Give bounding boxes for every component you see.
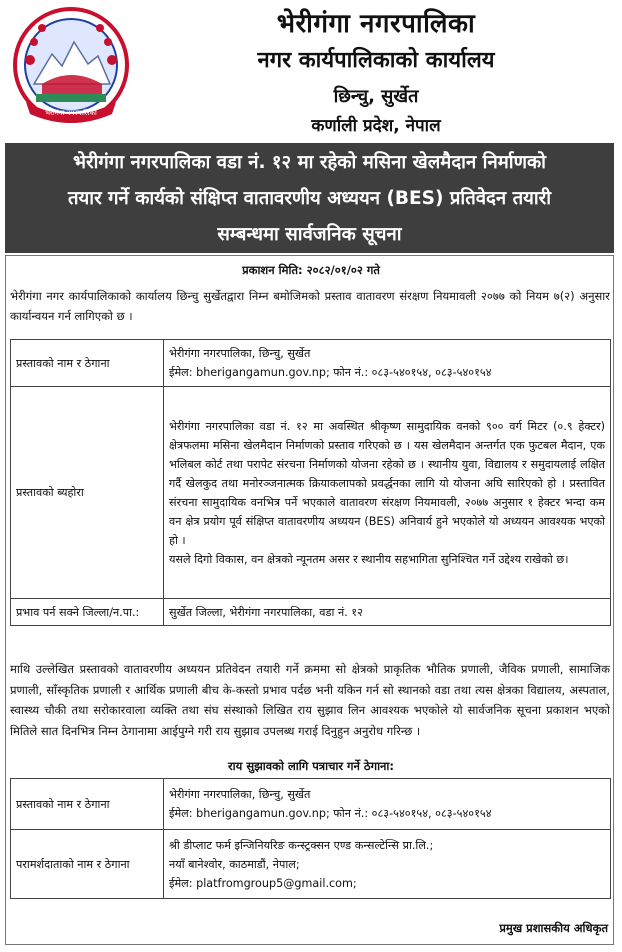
proposal-description-label: प्रस्तावको ब्यहोरा xyxy=(11,387,164,599)
office-name: नगर कार्यपालिकाको कार्यालय xyxy=(257,48,495,73)
table-row xyxy=(11,340,611,387)
proposal-contact-line: ईमेल: bherigangamun.gov.np; फोन नं.: ०८३-५४०१५४, ०८३-५४०१५४ xyxy=(169,366,492,379)
contact-table xyxy=(10,778,611,899)
svg-text:भेरीगंगा नगरपालिका: भेरीगंगा नगरपालिका xyxy=(45,109,97,117)
intro-paragraph: भेरीगंगा नगर कार्यपालिकाको कार्यालय छिन्चु सुर्खेतद्वारा निम्न बमोजिमको प्रस्ताव वातावरण संरक्षण नियमावली २०७७ को नियम ७(२) अनुसार कार्यान्वयन गर्न लागिएको छ । xyxy=(10,289,610,323)
address-line-1: छिन्चु, सुर्खेत xyxy=(333,86,419,107)
consultant-email-line: ईमेल: platfromgroup5@gmail.com; xyxy=(169,876,357,890)
municipality-emblem-icon xyxy=(12,6,130,124)
table-row xyxy=(11,387,611,599)
org-name: भेरीगंगा नगरपालिका xyxy=(276,9,476,39)
proposal-name-label: प्रस्तावको नाम र ठेगाना xyxy=(11,340,164,387)
table-row xyxy=(11,830,611,899)
address-line-2: कर्णाली प्रदेश, नेपाल xyxy=(311,116,441,136)
notice-title-banner xyxy=(5,143,614,253)
table-row xyxy=(11,779,611,830)
notice-title-line-2: तयार गर्ने कार्यको संक्षिप्त वातावरणीय अध्ययन (BES) प्रतिवेदन तयारी xyxy=(68,188,551,209)
signature-title: प्रमुख प्रशासकीय अधिकृत xyxy=(499,921,608,935)
proposal-name-line: भेरीगंगा नगरपालिका, छिन्चु, सुर्खेत xyxy=(169,347,311,360)
consultant-name-line: श्री डीप्लाट फर्म इन्जिनियरिङ कन्स्ट्रक्सन एण्ड कन्सल्टेन्सि प्रा.लि.; xyxy=(169,838,434,852)
proposal-name-value xyxy=(164,340,611,387)
closing-paragraph: माथि उल्लेखित प्रस्तावको वातावरणीय अध्ययन प्रतिवेदन तयारी गर्ने क्रममा सो क्षेत्रको प्राकृतिक भौतिक प्रणाली, जैविक प्रणाली, सामाजिक प्रणाली, साँस्कृतिक प्रणाली र आर्थिक प्रणाली बीच के-कस्तो प्रभाव पर्दछ भनी यकिन गर्न सो स्थानको वडा तथा त्यस क्षेत्रका विद्यालय, अस्पताल, स्वास्थ्य चौकी तथा सरोकारवाला व्यक्ति तथा संघ संस्थाको लिखित राय सुझाव लिन आवश्यक भएकोले यो सार्वजनिक सूचना प्रकाशन भएको मितिले सात दिनभित्र निम्न ठेगानामा आईपुग्ने गरी राय सुझाव उपलब्ध गराई दिनुहुन अनुरोध गरिन्छ । xyxy=(10,662,610,738)
contact-heading: राय सुझावको लागि पत्राचार गर्ने ठेगाना: xyxy=(227,759,395,773)
contact-proposal-label: प्रस्तावको नाम र ठेगाना xyxy=(11,779,164,830)
consultant-label: परामर्शदाताको नाम र ठेगाना xyxy=(11,830,164,899)
consultant-address-line: नयाँ बानेश्वोर, काठमाडौं, नेपाल; xyxy=(169,857,300,871)
proposal-table xyxy=(10,339,611,626)
contact-proposal-name-line: भेरीगंगा नगरपालिका, छिन्चु, सुर्खेत xyxy=(169,788,311,801)
contact-proposal-contact-line: ईमेल: bherigangamun.gov.np; फोन नं.: ०८३-५४०१५४, ०८३-५४०१५४ xyxy=(169,807,492,820)
publication-date: प्रकाशन मिति: २०८२/०१/०२ गते xyxy=(242,263,380,277)
consultant-value xyxy=(164,830,611,899)
notice-title-line-1: भेरीगंगा नगरपालिका वडा नं. १२ मा रहेको मसिना खेलमैदान निर्माणको xyxy=(73,152,546,173)
table-row xyxy=(11,599,611,626)
proposal-description-paragraph: यसले दिगो विकास, वन क्षेत्रको न्यूनतम असर र स्थानीय सहभागिता सुनिश्चित गर्ने उद्देश्य राखेको छ। xyxy=(169,552,569,566)
letterhead xyxy=(0,0,622,142)
affected-area-value: सुर्खेत जिल्ला, भेरीगंगा नगरपालिका, वडा नं. १२ xyxy=(164,599,611,626)
proposal-description-paragraph: भेरीगंगा नगरपालिका वडा नं. १२ मा अवस्थित श्रीकृष्ण सामुदायिक वनको ९०० वर्ग मिटर (०.९ हेक्टर) क्षेत्रफलमा मसिना खेलमैदान निर्माणको प्रस्ताव गरिएको छ । यस खेलमैदान अन्तर्गत एक फुटबल मैदान, एक भलिबल कोर्ट तथा परापेट संरचना निर्माणको योजना रहेको छ । स्थानीय युवा, विद्यालय र समुदायलाई लक्षित गर्दै खेलकुद तथा मनोरञ्जनात्मक क्रियाकलापको प्रवर्द्धनका लागि यो योजना अघि सारिएको हो । प्रस्तावित संरचना सामुदायिक वनभित्र पर्ने भएकाले वातावरण संरक्षण नियमावली, २०७७ अनुसार १ हेक्टर भन्दा कम वन क्षेत्र प्रयोग पूर्व संक्षिप्त वातावरणीय अध्ययन (BES) अनिवार्य हुने भएकोले यो अध्ययन आवश्यक भएको हो । xyxy=(169,419,605,547)
affected-area-label: प्रभाव पर्न सक्ने जिल्ला/न.पा.: xyxy=(11,599,164,626)
notice-title-line-3: सम्बन्धमा सार्वजनिक सूचना xyxy=(217,224,402,245)
contact-proposal-value xyxy=(164,779,611,830)
proposal-description-value xyxy=(164,387,611,599)
